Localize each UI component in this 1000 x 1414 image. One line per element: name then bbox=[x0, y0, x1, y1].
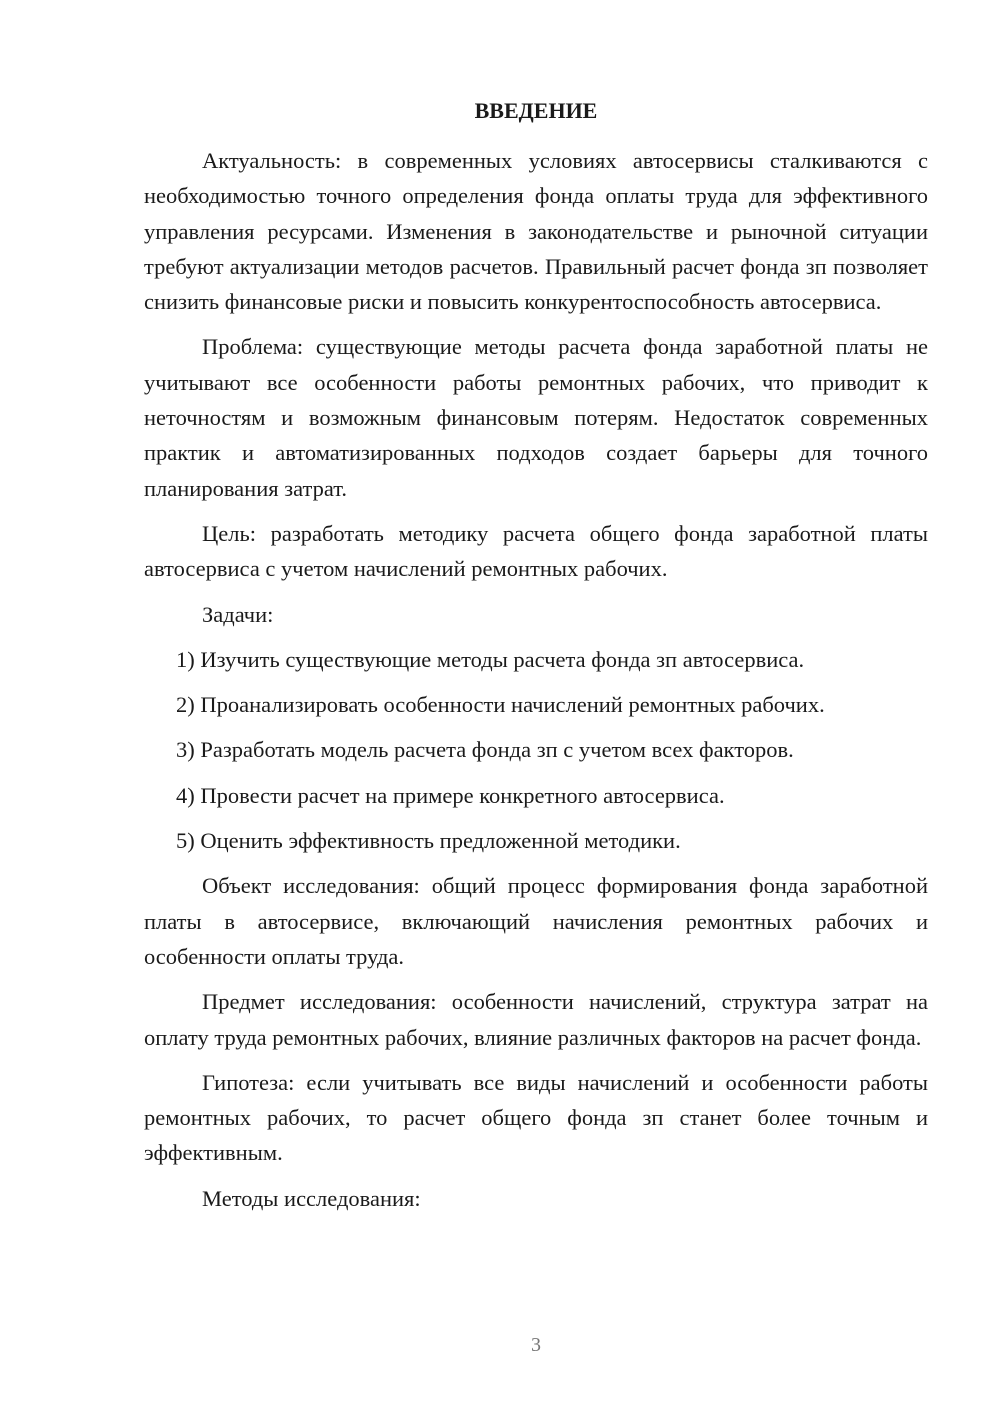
paragraph-object: Объект исследования: общий процесс формирования фонда заработной платы в автосервисе, включающий начисления ремонтных рабочих и особенности оплаты труда. bbox=[144, 873, 928, 969]
page-number: 3 bbox=[531, 1334, 541, 1356]
paragraph-problem: Проблема: существующие методы расчета фонда заработной платы не учитывают все особенности работы ремонтных рабочих, что приводит к неточностям и возможным финансовым потерям. Недостаток современных практик и автоматизированных подходов создает барьеры для точного планирования затрат. bbox=[144, 334, 928, 501]
methods-label: Методы исследования: bbox=[202, 1185, 421, 1211]
task-item-2: 2) Проанализировать особенности начислений ремонтных рабочих. bbox=[176, 692, 825, 718]
document-body bbox=[144, 143, 928, 1226]
paragraph-relevance: Актуальность: в современных условиях автосервисы сталкиваются с необходимостью точного определения фонда оплаты труда для эффективного управления ресурсами. Изменения в законодательстве и рыночной ситуации требуют актуализации методов расчетов. Правильный расчет фонда зп позволяет снизить финансовые риски и повысить конкурентоспособность автосервиса. bbox=[144, 148, 928, 315]
task-item-5: 5) Оценить эффективность предложенной методики. bbox=[176, 828, 681, 854]
task-item-1: 1) Изучить существующие методы расчета фонда зп автосервиса. bbox=[176, 646, 805, 672]
paragraph-hypothesis: Гипотеза: если учитывать все виды начислений и особенности работы ремонтных рабочих, то расчет общего фонда зп станет более точным и эффективным. bbox=[144, 1069, 928, 1166]
page-title: ВВЕДЕНИЕ bbox=[474, 98, 598, 123]
task-item-3: 3) Разработать модель расчета фонда зп с учетом всех факторов. bbox=[176, 737, 794, 763]
paragraph-goal: Цель: разработать методику расчета общего фонда заработной платы автосервиса с учетом начислений ремонтных рабочих. bbox=[144, 520, 928, 582]
task-item-4: 4) Провести расчет на примере конкретного автосервиса. bbox=[176, 782, 725, 808]
tasks-label: Задачи: bbox=[202, 601, 274, 627]
paragraph-subject: Предмет исследования: особенности начислений, структура затрат на оплату труда ремонтных рабочих, влияние различных факторов на расчет фонда. bbox=[144, 989, 928, 1050]
